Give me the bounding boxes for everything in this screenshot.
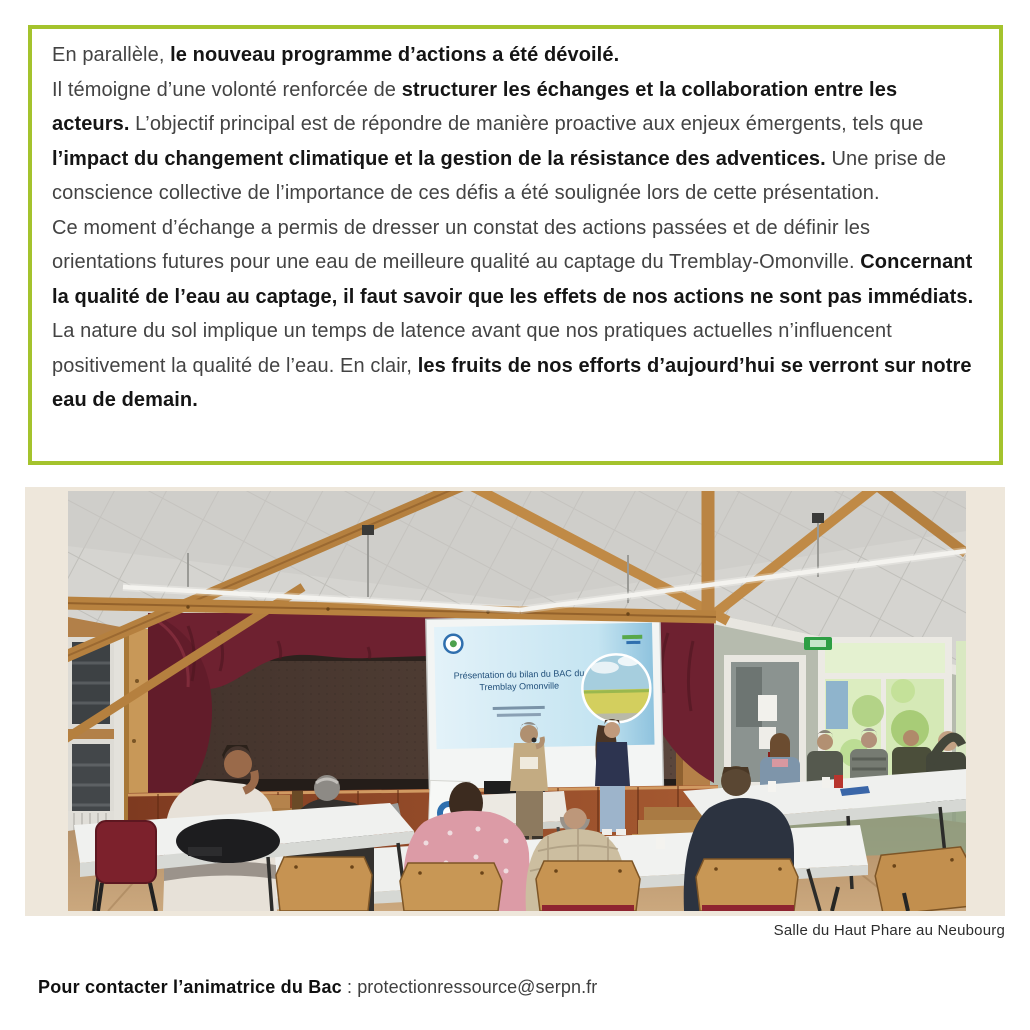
wooden-chair bbox=[696, 859, 798, 911]
intro-paragraph: Il témoigne d’une volonté renforcée de structurer les échanges et la collaboration entre les acteurs. L’objectif principal est de répondre de manière proactive aux enjeux émergents, tels que l’impact du changement climatique et la gestion de la résistance des adventices. Une prise de conscience collective de l’importance de ces défis a été soulignée lors de cette présentation. bbox=[52, 78, 947, 204]
wooden-chair bbox=[400, 863, 502, 911]
intro-text bbox=[52, 38, 979, 418]
intro-text-box bbox=[28, 25, 1003, 465]
wooden-chair bbox=[276, 857, 372, 911]
slide-title-line2: Tremblay Omonville bbox=[479, 680, 560, 693]
event-photo bbox=[68, 491, 966, 911]
photo-matte bbox=[25, 487, 1005, 916]
wooden-chair bbox=[536, 861, 640, 911]
backpack bbox=[176, 819, 280, 863]
contact-line bbox=[38, 977, 597, 998]
photo-caption: Salle du Haut Phare au Neubourg bbox=[773, 922, 1005, 939]
slide-title-line1: Présentation du bilan du BAC du bbox=[453, 668, 585, 681]
slide bbox=[434, 623, 655, 750]
intro-paragraph: Ce moment d’échange a permis de dresser un constat des actions passées et de définir les orientations futures pour une eau de meilleure qualité au captage du Tremblay-Omonville. Concernant la qualité de l’eau au captage, il faut savoir que les effets de nos actions ne sont pas immédiats. La nature du sol implique un temps de latence avant que nos pratiques actuelles n’influencent positivement la qualité de l’eau. En clair, les fruits de nos efforts d’aujourd’hui se verront sur notre eau de demain. bbox=[52, 216, 974, 411]
hall-photo-illustration bbox=[68, 491, 966, 911]
exit-sign bbox=[804, 637, 832, 650]
wooden-chair bbox=[873, 846, 966, 911]
intro-paragraph: En parallèle, le nouveau programme d’actions a été dévoilé. bbox=[52, 44, 620, 66]
contact-email: : protectionressource@serpn.fr bbox=[341, 977, 598, 997]
contact-label: Pour contacter l’animatrice du Bac bbox=[38, 977, 342, 997]
